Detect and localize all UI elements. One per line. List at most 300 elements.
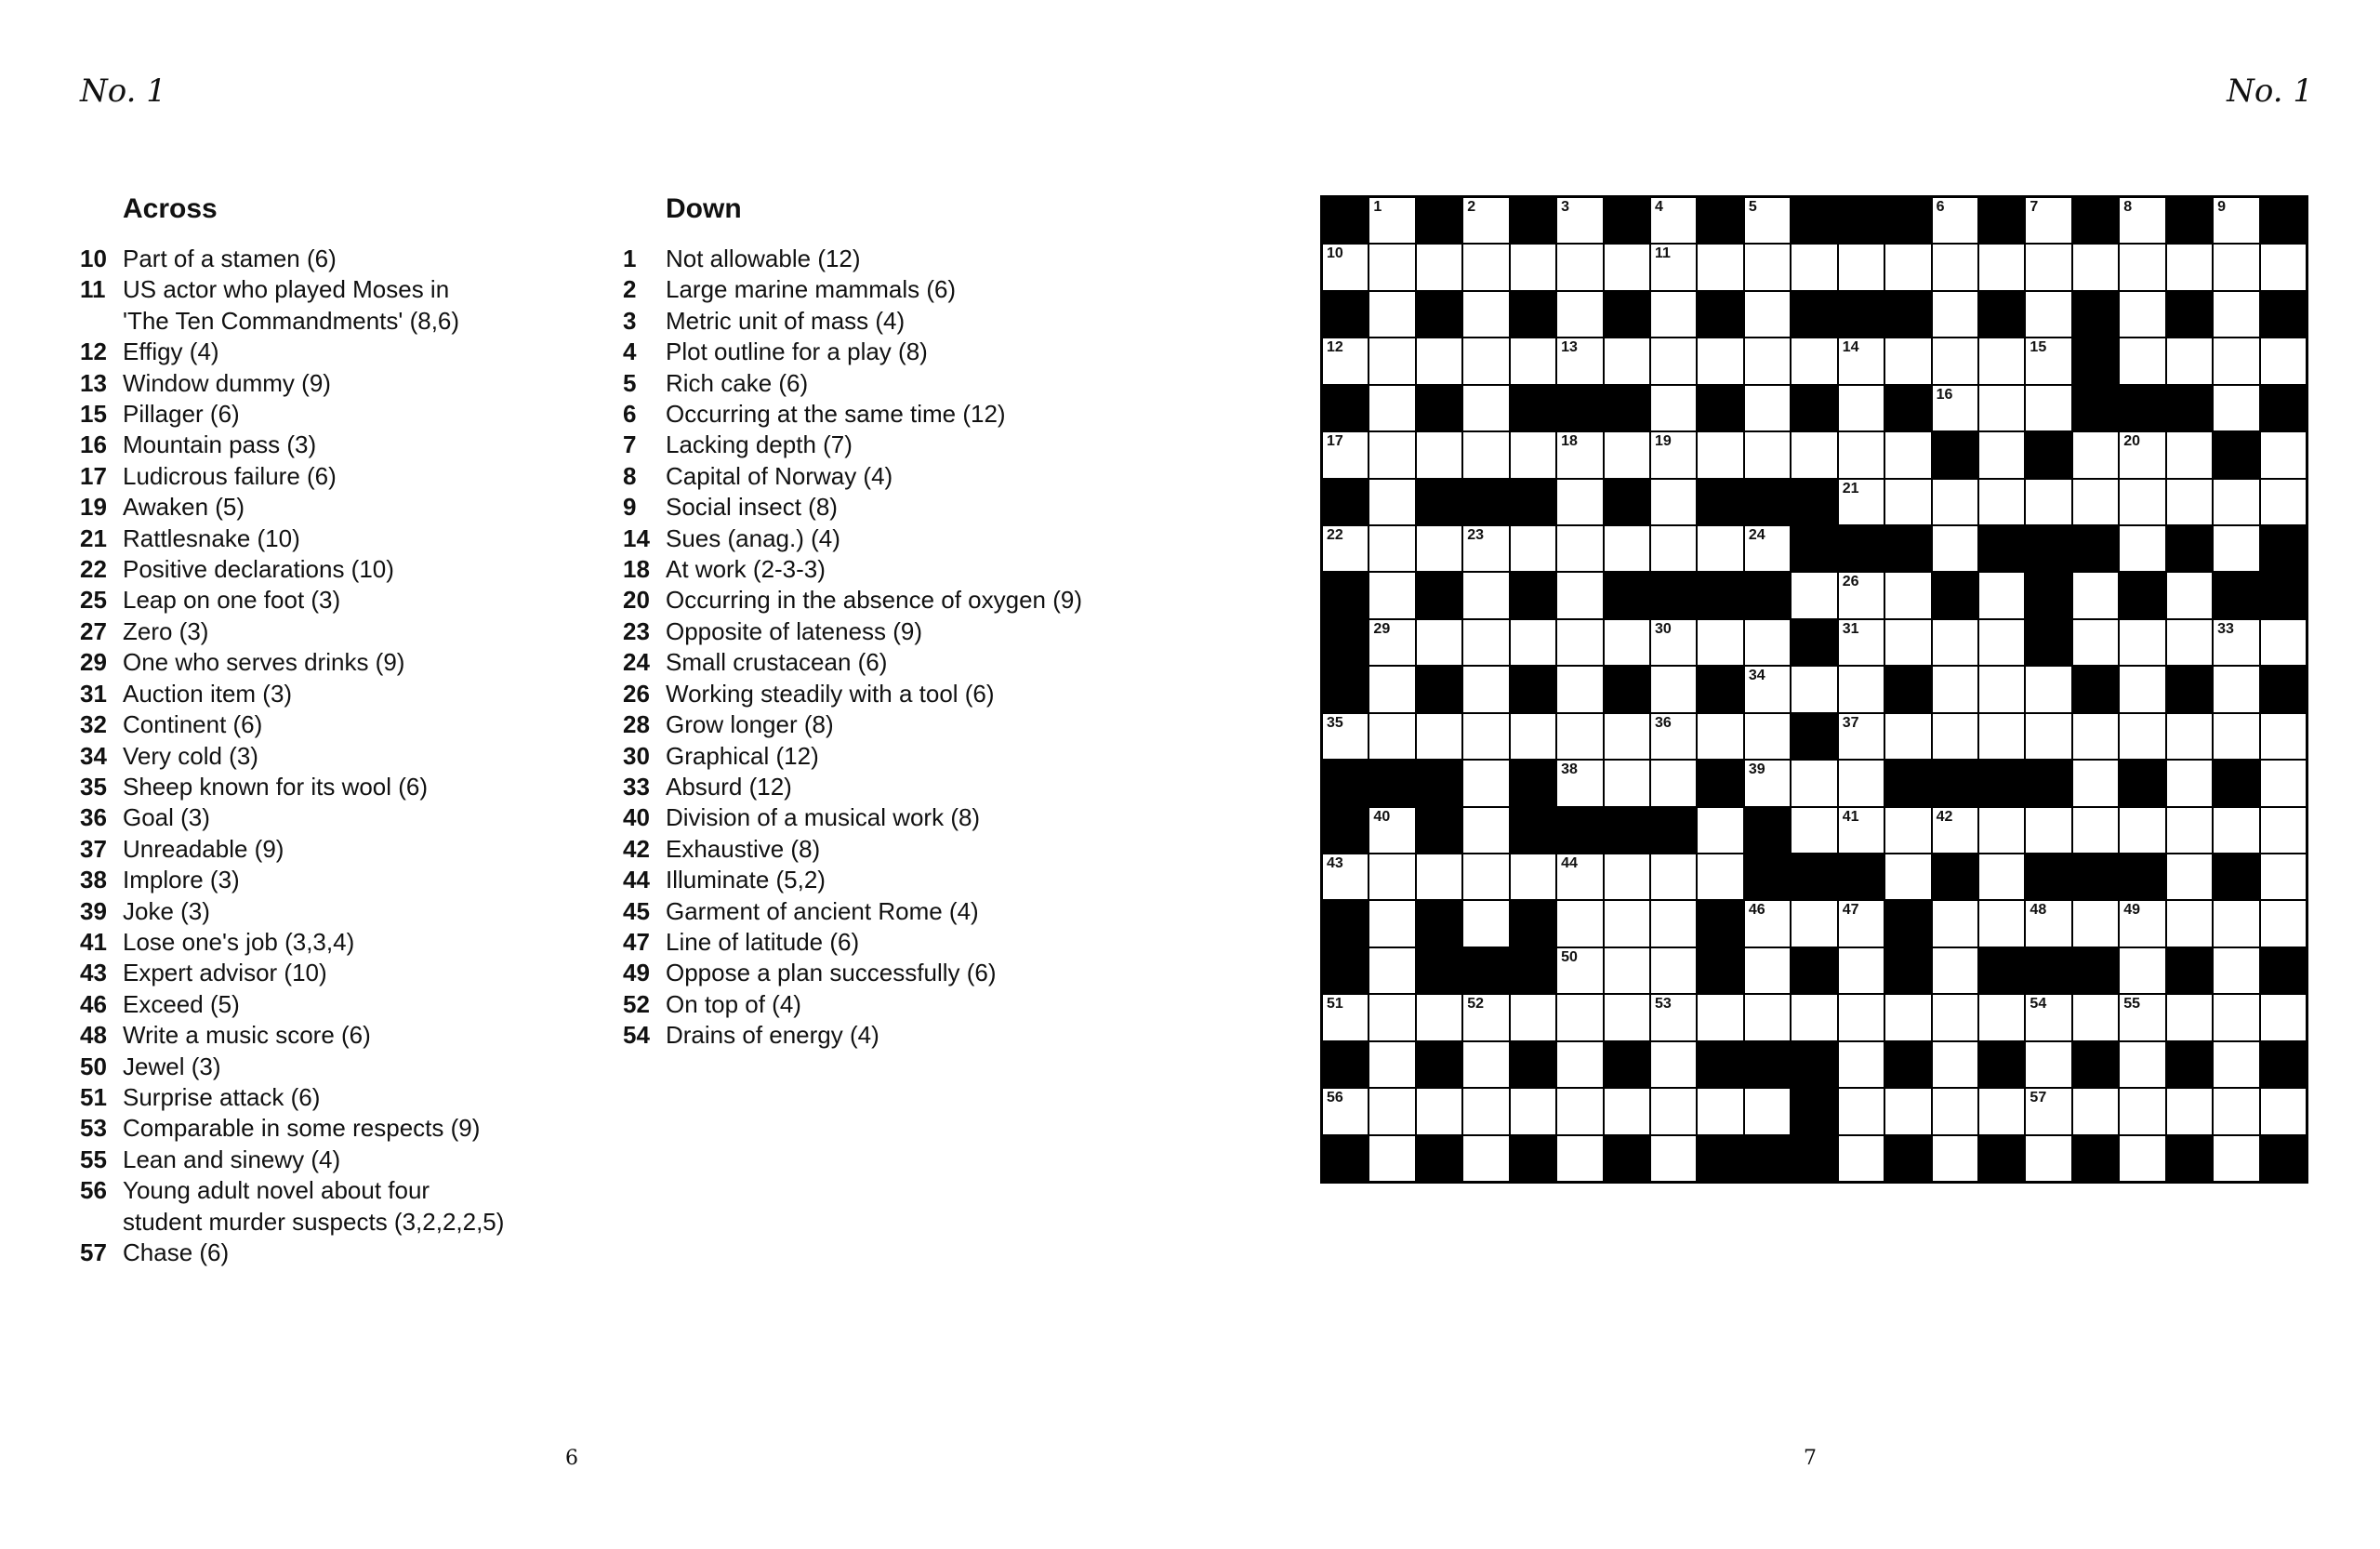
grid-cell[interactable] [1932,994,1978,1040]
grid-cell[interactable] [1838,713,1884,760]
grid-cell[interactable] [1556,479,1603,525]
clue-text: Rich cake (6) [666,368,809,397]
grid-cell[interactable] [1932,947,1978,994]
grid-cell[interactable] [1556,760,1603,806]
grid-block [1791,525,1837,572]
grid-cell[interactable] [1510,854,1556,900]
grid-cell[interactable] [1978,572,2025,618]
grid-cell[interactable] [1697,713,1743,760]
grid-cell[interactable] [1697,807,1743,854]
grid-cell[interactable] [1462,713,1509,760]
grid-cell[interactable] [1650,291,1697,338]
grid-cell[interactable] [1697,619,1743,666]
grid-cell[interactable] [1838,431,1884,478]
grid-cell[interactable] [1368,713,1415,760]
grid-cell[interactable] [2166,900,2213,947]
grid-cell[interactable] [2119,666,2165,712]
grid-cell[interactable] [1556,431,1603,478]
grid-cell[interactable] [2119,994,2165,1040]
grid-cell[interactable] [2213,1041,2259,1088]
grid-cell[interactable] [1744,760,1791,806]
grid-cell[interactable] [1791,666,1837,712]
grid-cell[interactable] [2025,479,2071,525]
grid-cell[interactable] [1650,619,1697,666]
grid-cell[interactable] [1604,900,1650,947]
grid-cell[interactable] [1604,619,1650,666]
grid-cell[interactable] [1556,1135,1603,1182]
grid-cell[interactable] [1932,244,1978,290]
grid-cell[interactable] [1978,994,2025,1040]
grid-cell[interactable] [1932,666,1978,712]
grid-cell[interactable] [2213,291,2259,338]
grid-cell[interactable] [2260,1088,2307,1134]
grid-cell[interactable] [1838,994,1884,1040]
grid-cell[interactable] [1416,338,1462,384]
grid-cell[interactable] [2119,1041,2165,1088]
grid-cell[interactable] [1368,572,1415,618]
grid-cell[interactable] [1932,197,1978,244]
grid-cell[interactable] [1838,900,1884,947]
grid-cell[interactable] [2025,244,2071,290]
grid-cell[interactable] [1838,1041,1884,1088]
grid-cell[interactable] [1932,338,1978,384]
grid-cell[interactable] [1322,338,1368,384]
grid-cell[interactable] [2260,760,2307,806]
grid-cell[interactable] [1932,713,1978,760]
grid-cell[interactable] [1368,197,1415,244]
grid-cell[interactable] [1462,525,1509,572]
grid-cell[interactable] [1556,947,1603,994]
grid-cell[interactable] [2072,1088,2119,1134]
grid-cell[interactable] [2072,431,2119,478]
grid-cell[interactable] [2213,1088,2259,1134]
grid-cell[interactable] [2166,807,2213,854]
grid-cell[interactable] [1744,1088,1791,1134]
grid-cell[interactable] [1744,385,1791,431]
grid-cell[interactable] [1884,338,1931,384]
grid-cell[interactable] [1416,244,1462,290]
grid-cell[interactable] [1744,338,1791,384]
grid-cell[interactable] [2213,197,2259,244]
grid-cell[interactable] [2213,525,2259,572]
grid-cell[interactable] [1697,338,1743,384]
grid-cell[interactable] [1978,807,2025,854]
grid-cell[interactable] [1368,1088,1415,1134]
grid-cell[interactable] [1744,291,1791,338]
grid-cell[interactable] [1978,666,2025,712]
grid-cell[interactable] [2119,900,2165,947]
grid-cell[interactable] [1510,244,1556,290]
grid-cell[interactable] [1884,619,1931,666]
grid-cell[interactable] [2025,197,2071,244]
grid-cell[interactable] [1791,572,1837,618]
grid-cell[interactable] [1462,760,1509,806]
grid-cell[interactable] [1604,947,1650,994]
grid-cell[interactable] [2260,854,2307,900]
grid-cell[interactable] [1650,994,1697,1040]
grid-cell[interactable] [1650,244,1697,290]
grid-cell[interactable] [1791,760,1837,806]
grid-cell[interactable] [1416,854,1462,900]
grid-cell[interactable] [2119,525,2165,572]
grid-cell[interactable] [1932,525,1978,572]
grid-cell[interactable] [1838,1088,1884,1134]
grid-cell[interactable] [1368,994,1415,1040]
grid-block [1884,525,1931,572]
grid-cell[interactable] [1556,525,1603,572]
grid-cell[interactable] [2213,713,2259,760]
down-clue [623,399,1144,430]
grid-cell[interactable] [1884,431,1931,478]
grid-cell[interactable] [1697,244,1743,290]
grid-cell[interactable] [1368,807,1415,854]
grid-cell[interactable] [1510,713,1556,760]
grid-cell[interactable] [2119,1088,2165,1134]
grid-cell[interactable] [2260,900,2307,947]
grid-cell[interactable] [1604,1088,1650,1134]
grid-cell[interactable] [1697,431,1743,478]
grid-cell[interactable] [1510,619,1556,666]
grid-cell[interactable] [1368,244,1415,290]
grid-cell[interactable] [1791,338,1837,384]
grid-cell[interactable] [2025,1135,2071,1182]
grid-cell[interactable] [1791,994,1837,1040]
grid-cell[interactable] [1697,525,1743,572]
grid-cell[interactable] [1884,1088,1931,1134]
grid-cell[interactable] [2072,479,2119,525]
grid-cell[interactable] [1650,666,1697,712]
grid-cell[interactable] [1838,947,1884,994]
grid-cell[interactable] [1462,994,1509,1040]
grid-cell[interactable] [1556,994,1603,1040]
grid-cell[interactable] [2119,947,2165,994]
grid-cell[interactable] [2166,338,2213,384]
grid-cell[interactable] [2213,244,2259,290]
grid-cell[interactable] [2260,807,2307,854]
grid-cell[interactable] [1650,713,1697,760]
grid-cell[interactable] [2119,197,2165,244]
grid-cell[interactable] [1462,197,1509,244]
grid-cell[interactable] [2025,666,2071,712]
grid-cell[interactable] [2260,479,2307,525]
grid-cell[interactable] [1978,385,2025,431]
grid-cell[interactable] [1791,807,1837,854]
grid-cell[interactable] [2213,666,2259,712]
grid-cell[interactable] [1884,854,1931,900]
grid-cell[interactable] [1650,1135,1697,1182]
grid-cell[interactable] [1322,854,1368,900]
grid-cell[interactable] [2213,900,2259,947]
grid-cell[interactable] [1510,994,1556,1040]
grid-cell[interactable] [1556,572,1603,618]
grid-cell[interactable] [1884,713,1931,760]
grid-cell[interactable] [1838,244,1884,290]
grid-cell[interactable] [1650,385,1697,431]
grid-cell[interactable] [2025,385,2071,431]
grid-cell[interactable] [1650,431,1697,478]
grid-cell[interactable] [1838,479,1884,525]
grid-cell[interactable] [2213,385,2259,431]
grid-cell[interactable] [1978,431,2025,478]
grid-cell[interactable] [1650,525,1697,572]
grid-cell[interactable] [1416,994,1462,1040]
grid-cell[interactable] [1978,338,2025,384]
grid-cell[interactable] [1838,666,1884,712]
grid-cell[interactable] [1932,1135,1978,1182]
grid-cell[interactable] [1556,666,1603,712]
grid-cell[interactable] [1978,854,2025,900]
clue-number: 49 [623,959,650,987]
grid-cell[interactable] [1368,947,1415,994]
grid-cell[interactable] [2119,1135,2165,1182]
grid-cell[interactable] [1978,713,2025,760]
grid-cell[interactable] [1650,1088,1697,1134]
grid-cell[interactable] [1416,525,1462,572]
grid-cell[interactable] [1322,431,1368,478]
grid-cell[interactable] [1510,431,1556,478]
grid-cell[interactable] [1650,479,1697,525]
grid-cell[interactable] [2072,760,2119,806]
grid-cell[interactable] [1791,900,1837,947]
grid-cell[interactable] [1556,619,1603,666]
grid-cell[interactable] [2119,431,2165,478]
grid-cell[interactable] [2213,479,2259,525]
grid-cell[interactable] [1322,713,1368,760]
grid-cell[interactable] [1838,760,1884,806]
grid-cell[interactable] [1791,431,1837,478]
grid-cell[interactable] [1368,291,1415,338]
grid-cell[interactable] [1510,1088,1556,1134]
grid-cell[interactable] [2119,713,2165,760]
grid-cell[interactable] [2166,572,2213,618]
grid-cell[interactable] [1556,197,1603,244]
grid-cell[interactable] [2025,1088,2071,1134]
grid-cell[interactable] [1604,244,1650,290]
grid-cell[interactable] [1744,619,1791,666]
grid-cell[interactable] [1368,1041,1415,1088]
grid-cell[interactable] [1462,1041,1509,1088]
grid-cell[interactable] [1650,338,1697,384]
grid-cell[interactable] [1884,994,1931,1040]
grid-cell[interactable] [1462,619,1509,666]
grid-cell[interactable] [1462,900,1509,947]
grid-cell[interactable] [2072,900,2119,947]
grid-cell[interactable] [1510,525,1556,572]
grid-cell[interactable] [1510,338,1556,384]
grid-cell[interactable] [2213,994,2259,1040]
grid-cell[interactable] [2072,807,2119,854]
grid-cell[interactable] [1932,807,1978,854]
grid-cell[interactable] [1368,385,1415,431]
grid-cell[interactable] [1604,713,1650,760]
grid-cell[interactable] [1416,619,1462,666]
grid-cell[interactable] [2166,479,2213,525]
grid-cell[interactable] [2213,947,2259,994]
grid-cell[interactable] [1322,994,1368,1040]
grid-cell[interactable] [2119,338,2165,384]
grid-cell[interactable] [1838,1135,1884,1182]
grid-cell[interactable] [1556,900,1603,947]
grid-cell[interactable] [2166,431,2213,478]
grid-cell[interactable] [1556,1041,1603,1088]
grid-cell[interactable] [1838,572,1884,618]
grid-cell[interactable] [1744,525,1791,572]
grid-cell[interactable] [1932,385,1978,431]
grid-cell[interactable] [1697,854,1743,900]
grid-cell[interactable] [2213,1135,2259,1182]
grid-cell[interactable] [1744,994,1791,1040]
grid-cell[interactable] [2166,760,2213,806]
grid-cell[interactable] [1744,244,1791,290]
grid-cell[interactable] [1744,713,1791,760]
clue-text: Write a music score (6) [123,1021,371,1050]
grid-cell[interactable] [2025,994,2071,1040]
grid-cell[interactable] [1462,431,1509,478]
grid-cell[interactable] [1650,947,1697,994]
grid-cell[interactable] [1744,431,1791,478]
grid-cell[interactable] [1932,291,1978,338]
grid-cell[interactable] [1650,854,1697,900]
grid-cell[interactable] [1462,666,1509,712]
grid-cell[interactable] [2166,994,2213,1040]
grid-cell[interactable] [1978,619,2025,666]
grid-cell[interactable] [1838,807,1884,854]
grid-cell[interactable] [2260,431,2307,478]
grid-cell[interactable] [1604,760,1650,806]
grid-cell[interactable] [1368,854,1415,900]
grid-cell[interactable] [1556,854,1603,900]
grid-cell[interactable] [2119,244,2165,290]
grid-cell[interactable] [2119,619,2165,666]
grid-cell[interactable] [1368,338,1415,384]
grid-cell[interactable] [1368,619,1415,666]
grid-cell[interactable] [2025,900,2071,947]
grid-cell[interactable] [1884,572,1931,618]
grid-cell[interactable] [1322,1088,1368,1134]
grid-cell[interactable] [1744,197,1791,244]
grid-cell[interactable] [1556,713,1603,760]
grid-cell[interactable] [1462,572,1509,618]
grid-cell[interactable] [2166,244,2213,290]
grid-cell[interactable] [1462,291,1509,338]
grid-cell[interactable] [1368,431,1415,478]
grid-cell[interactable] [1368,666,1415,712]
clue-number: 14 [623,523,650,552]
grid-cell[interactable] [1744,947,1791,994]
grid-cell[interactable] [2025,713,2071,760]
grid-cell[interactable] [2119,479,2165,525]
grid-cell[interactable] [1978,1088,2025,1134]
grid-cell[interactable] [1462,1088,1509,1134]
grid-cell[interactable] [1368,525,1415,572]
grid-cell[interactable] [1978,244,2025,290]
grid-cell[interactable] [1604,994,1650,1040]
grid-cell[interactable] [2260,994,2307,1040]
grid-cell[interactable] [1650,900,1697,947]
grid-block [1697,1135,1743,1182]
grid-cell[interactable] [1744,666,1791,712]
grid-cell[interactable] [1604,854,1650,900]
grid-cell[interactable] [1884,244,1931,290]
grid-cell[interactable] [1650,760,1697,806]
grid-cell[interactable] [2260,338,2307,384]
grid-cell[interactable] [1462,854,1509,900]
grid-cell[interactable] [1650,197,1697,244]
grid-cell[interactable] [1884,807,1931,854]
grid-cell[interactable] [2119,807,2165,854]
grid-cell[interactable] [1978,479,2025,525]
grid-cell[interactable] [2072,619,2119,666]
grid-cell[interactable] [1368,900,1415,947]
grid-cell[interactable] [2260,713,2307,760]
grid-cell[interactable] [2213,619,2259,666]
grid-cell[interactable] [1556,1088,1603,1134]
grid-cell[interactable] [2166,854,2213,900]
grid-cell[interactable] [1932,1088,1978,1134]
grid-cell[interactable] [1838,385,1884,431]
grid-cell[interactable] [1791,244,1837,290]
grid-cell[interactable] [2213,807,2259,854]
grid-cell[interactable] [2072,994,2119,1040]
grid-cell[interactable] [1556,338,1603,384]
grid-cell[interactable] [2072,244,2119,290]
grid-cell[interactable] [1932,1041,1978,1088]
grid-cell[interactable] [1697,994,1743,1040]
grid-cell[interactable] [2025,1041,2071,1088]
grid-cell[interactable] [1932,479,1978,525]
grid-cell[interactable] [2025,807,2071,854]
grid-cell[interactable] [2166,713,2213,760]
grid-cell[interactable] [1556,291,1603,338]
grid-cell[interactable] [1368,1135,1415,1182]
grid-cell[interactable] [1416,713,1462,760]
grid-cell[interactable] [2260,619,2307,666]
grid-cell[interactable] [1838,338,1884,384]
grid-cell[interactable] [1604,525,1650,572]
grid-cell[interactable] [1932,619,1978,666]
grid-cell[interactable] [2166,619,2213,666]
grid-cell[interactable] [1462,807,1509,854]
grid-cell[interactable] [1462,1135,1509,1182]
grid-cell[interactable] [1650,1041,1697,1088]
grid-cell[interactable] [2260,244,2307,290]
grid-cell[interactable] [1978,900,2025,947]
grid-cell[interactable] [1462,385,1509,431]
grid-cell[interactable] [1462,244,1509,290]
grid-cell[interactable] [2213,338,2259,384]
grid-cell[interactable] [1462,338,1509,384]
grid-cell[interactable] [2166,1088,2213,1134]
grid-cell[interactable] [2072,572,2119,618]
grid-cell[interactable] [2025,291,2071,338]
grid-cell[interactable] [1604,338,1650,384]
grid-cell[interactable] [1416,1088,1462,1134]
grid-cell[interactable] [1416,431,1462,478]
grid-cell[interactable] [1932,900,1978,947]
grid-cell[interactable] [1697,1088,1743,1134]
grid-cell[interactable] [1368,479,1415,525]
grid-cell[interactable] [1884,479,1931,525]
grid-cell[interactable] [2072,713,2119,760]
grid-cell[interactable] [1322,244,1368,290]
grid-cell[interactable] [1556,244,1603,290]
grid-cell[interactable] [1604,431,1650,478]
grid-cell[interactable] [1322,525,1368,572]
grid-cell[interactable] [2025,338,2071,384]
grid-cell[interactable] [1838,619,1884,666]
grid-cell[interactable] [1744,900,1791,947]
grid-cell[interactable] [2119,291,2165,338]
